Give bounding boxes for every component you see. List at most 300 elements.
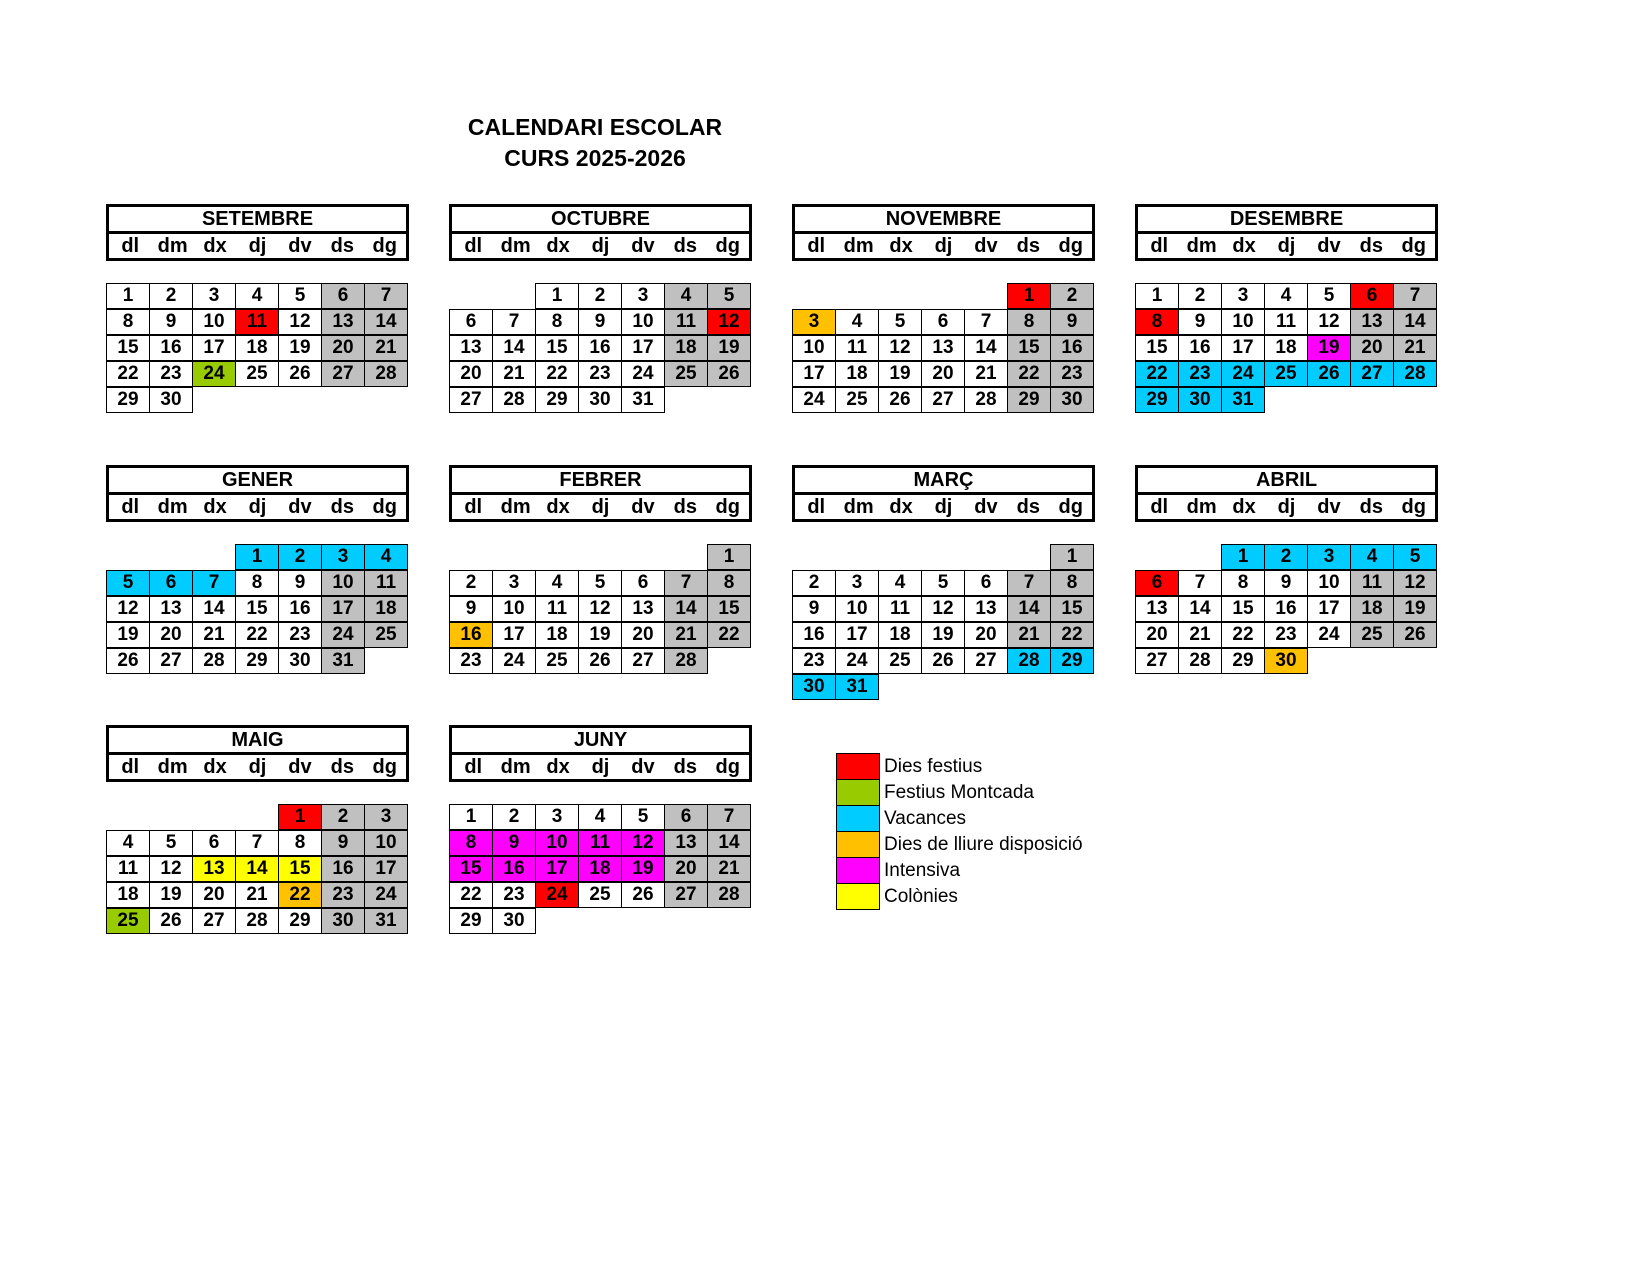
weekday-label: dm: [1186, 496, 1217, 518]
day-cell: 28: [364, 361, 408, 387]
day-cell: 14: [1393, 309, 1437, 335]
day-cell: 29: [235, 648, 279, 674]
day-cell: 6: [192, 830, 236, 856]
day-cell: 2: [1264, 544, 1308, 570]
weekday-label: dm: [500, 235, 531, 257]
day-cell: 25: [878, 648, 922, 674]
day-cell: 1: [278, 804, 322, 830]
day-cell: 15: [1007, 335, 1051, 361]
day-cell: 29: [449, 908, 493, 934]
month-febrer: [449, 465, 752, 674]
empty-cell: [921, 544, 964, 570]
day-cell: 2: [449, 570, 493, 596]
day-cell: 27: [1350, 361, 1394, 387]
day-cell: 2: [278, 544, 322, 570]
weekday-label: dg: [715, 496, 740, 518]
month-name: JUNY: [452, 728, 749, 755]
day-cell: 13: [449, 335, 493, 361]
day-cell: 11: [106, 856, 150, 882]
weekday-label: dg: [1401, 235, 1426, 257]
day-cell: 1: [449, 804, 493, 830]
day-cell: 14: [1178, 596, 1222, 622]
day-cell: 19: [149, 882, 193, 908]
day-cell: 8: [1050, 570, 1094, 596]
empty-cell: [664, 544, 707, 570]
weekday-header: [452, 495, 749, 519]
month-desembre: [1135, 204, 1438, 413]
day-cell: 8: [278, 830, 322, 856]
day-cell: 22: [278, 882, 322, 908]
day-cell: 21: [364, 335, 408, 361]
day-cell: 1: [1007, 283, 1051, 309]
weekday-label: dg: [372, 496, 397, 518]
day-cell: 6: [449, 309, 493, 335]
weekday-label: dx: [203, 496, 227, 518]
day-cell: 30: [321, 908, 365, 934]
day-cell: 28: [1178, 648, 1222, 674]
month-octubre: [449, 204, 752, 413]
day-cell: 4: [364, 544, 408, 570]
day-cell: 5: [621, 804, 665, 830]
weekday-label: dm: [157, 756, 188, 778]
day-cell: 26: [278, 361, 322, 387]
day-cell: 27: [964, 648, 1008, 674]
day-cell: 13: [1350, 309, 1394, 335]
day-cell: 17: [321, 596, 365, 622]
day-cell: 6: [1350, 283, 1394, 309]
weekday-label: ds: [673, 756, 698, 778]
day-cell: 22: [235, 622, 279, 648]
day-cell: 14: [1007, 596, 1051, 622]
empty-cell: [835, 283, 878, 309]
day-cell: 25: [835, 387, 879, 413]
weekday-label: dg: [1058, 235, 1083, 257]
weekday-label: ds: [330, 235, 355, 257]
weekday-header: [109, 495, 406, 519]
day-cell: 22: [106, 361, 150, 387]
day-cell: 28: [192, 648, 236, 674]
month-juny: [449, 725, 752, 934]
legend-item: [836, 754, 1083, 780]
day-cell: 9: [792, 596, 836, 622]
day-cell: 28: [1007, 648, 1051, 674]
day-cell: 11: [1350, 570, 1394, 596]
day-cell: 11: [1264, 309, 1308, 335]
day-cell: 19: [578, 622, 622, 648]
day-cell: 1: [535, 283, 579, 309]
day-cell: 17: [492, 622, 536, 648]
day-cell: 4: [1264, 283, 1308, 309]
day-cell: 23: [1264, 622, 1308, 648]
day-cell: 29: [1050, 648, 1094, 674]
day-cell: 12: [1393, 570, 1437, 596]
legend-swatch: [836, 805, 880, 832]
empty-cell: [1007, 544, 1050, 570]
day-cell: 24: [192, 361, 236, 387]
day-cell: 26: [621, 882, 665, 908]
day-cell: 20: [321, 335, 365, 361]
day-cell: 11: [235, 309, 279, 335]
day-cell: 22: [535, 361, 579, 387]
day-cell: 15: [1050, 596, 1094, 622]
day-cell: 7: [664, 570, 708, 596]
day-cell: 31: [364, 908, 408, 934]
day-cell: 3: [535, 804, 579, 830]
day-cell: 2: [578, 283, 622, 309]
legend-label: Dies festius: [884, 756, 983, 777]
day-cell: 12: [578, 596, 622, 622]
day-cell: 12: [878, 335, 922, 361]
day-cell: 18: [578, 856, 622, 882]
weekday-label: dj: [591, 496, 610, 518]
weekday-label: dv: [288, 756, 312, 778]
day-cell: 16: [578, 335, 622, 361]
day-cell: 4: [835, 309, 879, 335]
day-cell: 13: [964, 596, 1008, 622]
day-cell: 24: [792, 387, 836, 413]
day-cell: 3: [792, 309, 836, 335]
legend-swatch: [836, 779, 880, 806]
weekday-label: dj: [248, 235, 267, 257]
day-cell: 4: [664, 283, 708, 309]
legend-label: Dies de lliure disposició: [884, 834, 1083, 855]
day-cell: 7: [964, 309, 1008, 335]
day-cell: 23: [1178, 361, 1222, 387]
legend-swatch: [836, 753, 880, 780]
day-cell: 26: [1307, 361, 1351, 387]
day-cell: 25: [535, 648, 579, 674]
day-cell: 30: [1050, 387, 1094, 413]
empty-cell: [449, 544, 492, 570]
weekday-label: dx: [546, 756, 570, 778]
weekday-label: dj: [934, 496, 953, 518]
day-cell: 15: [235, 596, 279, 622]
day-cell: 5: [878, 309, 922, 335]
weekday-header: [795, 234, 1092, 258]
day-cell: 19: [621, 856, 665, 882]
day-cell: 18: [1264, 335, 1308, 361]
day-cell: 16: [1264, 596, 1308, 622]
empty-cell: [149, 804, 192, 830]
day-cell: 2: [1178, 283, 1222, 309]
day-cell: 4: [106, 830, 150, 856]
day-cell: 26: [149, 908, 193, 934]
weekday-label: dv: [974, 235, 998, 257]
empty-cell: [235, 804, 278, 830]
day-grid: [1135, 283, 1438, 413]
day-cell: 2: [149, 283, 193, 309]
day-cell: 12: [921, 596, 965, 622]
day-cell: 27: [149, 648, 193, 674]
day-grid: [449, 804, 752, 934]
day-cell: 16: [1178, 335, 1222, 361]
day-cell: 16: [149, 335, 193, 361]
day-cell: 11: [364, 570, 408, 596]
day-cell: 20: [1350, 335, 1394, 361]
day-cell: 2: [1050, 283, 1094, 309]
weekday-label: dl: [121, 235, 140, 257]
day-cell: 15: [707, 596, 751, 622]
day-cell: 14: [664, 596, 708, 622]
day-cell: 14: [364, 309, 408, 335]
day-grid: [106, 544, 409, 674]
day-cell: 29: [1221, 648, 1265, 674]
empty-cell: [792, 283, 835, 309]
month-header: [106, 204, 409, 261]
weekday-label: dl: [121, 496, 140, 518]
day-grid: [792, 544, 1095, 700]
weekday-label: ds: [1359, 235, 1384, 257]
day-cell: 11: [535, 596, 579, 622]
day-grid: [106, 804, 409, 934]
weekday-header: [1138, 495, 1435, 519]
weekday-label: dj: [934, 235, 953, 257]
day-cell: 7: [192, 570, 236, 596]
month-header: [449, 725, 752, 782]
weekday-header: [452, 755, 749, 779]
weekday-label: dl: [807, 496, 826, 518]
day-cell: 22: [707, 622, 751, 648]
weekday-label: dj: [248, 756, 267, 778]
legend-label: Festius Montcada: [884, 782, 1034, 803]
day-cell: 17: [1221, 335, 1265, 361]
day-cell: 9: [492, 830, 536, 856]
day-cell: 21: [492, 361, 536, 387]
day-cell: 31: [835, 674, 879, 700]
day-cell: 23: [149, 361, 193, 387]
day-cell: 30: [578, 387, 622, 413]
month-novembre: [792, 204, 1095, 413]
day-cell: 28: [707, 882, 751, 908]
day-cell: 5: [578, 570, 622, 596]
day-cell: 11: [835, 335, 879, 361]
day-cell: 24: [492, 648, 536, 674]
day-cell: 20: [449, 361, 493, 387]
day-cell: 7: [492, 309, 536, 335]
day-cell: 25: [106, 908, 150, 934]
day-cell: 19: [1393, 596, 1437, 622]
day-cell: 28: [492, 387, 536, 413]
day-cell: 21: [235, 882, 279, 908]
weekday-label: ds: [1016, 496, 1041, 518]
day-cell: 22: [1007, 361, 1051, 387]
empty-cell: [492, 544, 535, 570]
day-cell: 22: [1135, 361, 1179, 387]
day-grid: [449, 544, 752, 674]
empty-cell: [792, 544, 835, 570]
day-cell: 3: [835, 570, 879, 596]
day-cell: 15: [278, 856, 322, 882]
month-header: [106, 465, 409, 522]
day-cell: 3: [1221, 283, 1265, 309]
day-cell: 27: [621, 648, 665, 674]
day-cell: 20: [964, 622, 1008, 648]
weekday-label: dg: [1401, 496, 1426, 518]
day-cell: 3: [1307, 544, 1351, 570]
weekday-header: [452, 234, 749, 258]
month-name: FEBRER: [452, 468, 749, 495]
title-line-1: CALENDARI ESCOLAR: [467, 114, 723, 140]
empty-cell: [878, 544, 921, 570]
day-cell: 3: [192, 283, 236, 309]
month-name: GENER: [109, 468, 406, 495]
empty-cell: [492, 283, 535, 309]
day-cell: 17: [535, 856, 579, 882]
day-cell: 25: [235, 361, 279, 387]
day-cell: 8: [449, 830, 493, 856]
legend-label: Intensiva: [884, 860, 961, 881]
weekday-label: ds: [673, 235, 698, 257]
day-cell: 17: [621, 335, 665, 361]
day-cell: 2: [321, 804, 365, 830]
calendar-title: [455, 112, 735, 174]
day-cell: 15: [106, 335, 150, 361]
empty-cell: [106, 544, 149, 570]
day-cell: 17: [835, 622, 879, 648]
title-line-2: CURS 2025-2026: [504, 145, 686, 171]
day-cell: 30: [149, 387, 193, 413]
legend-label: Colònies: [884, 886, 958, 907]
weekday-label: dg: [715, 756, 740, 778]
legend-item: [836, 780, 1083, 806]
day-cell: 12: [278, 309, 322, 335]
day-cell: 11: [664, 309, 708, 335]
day-cell: 24: [535, 882, 579, 908]
day-cell: 24: [1307, 622, 1351, 648]
weekday-label: dj: [248, 496, 267, 518]
day-cell: 10: [321, 570, 365, 596]
day-grid: [449, 283, 752, 413]
day-cell: 24: [364, 882, 408, 908]
day-cell: 10: [364, 830, 408, 856]
weekday-label: dg: [372, 235, 397, 257]
month-maig: [106, 725, 409, 934]
day-cell: 10: [1221, 309, 1265, 335]
weekday-label: dm: [157, 496, 188, 518]
day-cell: 20: [664, 856, 708, 882]
empty-cell: [449, 283, 492, 309]
weekday-label: dm: [500, 756, 531, 778]
weekday-header: [1138, 234, 1435, 258]
day-cell: 5: [1393, 544, 1437, 570]
weekday-label: dl: [464, 235, 483, 257]
day-cell: 6: [149, 570, 193, 596]
weekday-header: [109, 234, 406, 258]
weekday-label: dm: [500, 496, 531, 518]
empty-cell: [1135, 544, 1178, 570]
day-cell: 4: [878, 570, 922, 596]
month-header: [792, 465, 1095, 522]
day-cell: 28: [235, 908, 279, 934]
day-cell: 18: [535, 622, 579, 648]
weekday-label: dl: [1150, 496, 1169, 518]
day-cell: 1: [106, 283, 150, 309]
day-grid: [1135, 544, 1438, 674]
day-cell: 8: [535, 309, 579, 335]
weekday-label: dx: [546, 496, 570, 518]
day-cell: 30: [1264, 648, 1308, 674]
day-cell: 23: [321, 882, 365, 908]
day-cell: 27: [664, 882, 708, 908]
weekday-label: dx: [203, 756, 227, 778]
empty-cell: [621, 544, 664, 570]
weekday-label: dm: [843, 235, 874, 257]
day-cell: 26: [707, 361, 751, 387]
day-cell: 7: [235, 830, 279, 856]
day-cell: 9: [578, 309, 622, 335]
day-cell: 23: [278, 622, 322, 648]
day-cell: 23: [492, 882, 536, 908]
day-cell: 17: [1307, 596, 1351, 622]
day-cell: 5: [921, 570, 965, 596]
day-cell: 20: [1135, 622, 1179, 648]
weekday-label: ds: [673, 496, 698, 518]
weekday-label: dl: [121, 756, 140, 778]
weekday-label: dl: [464, 756, 483, 778]
day-cell: 21: [707, 856, 751, 882]
day-cell: 29: [106, 387, 150, 413]
month-header: [106, 725, 409, 782]
day-cell: 20: [621, 622, 665, 648]
day-cell: 15: [449, 856, 493, 882]
weekday-label: dl: [464, 496, 483, 518]
day-cell: 18: [835, 361, 879, 387]
day-cell: 4: [1350, 544, 1394, 570]
day-cell: 27: [921, 387, 965, 413]
day-cell: 4: [578, 804, 622, 830]
day-cell: 28: [1393, 361, 1437, 387]
month-name: MAIG: [109, 728, 406, 755]
day-cell: 25: [664, 361, 708, 387]
day-cell: 21: [1178, 622, 1222, 648]
weekday-header: [795, 495, 1092, 519]
day-cell: 3: [364, 804, 408, 830]
weekday-label: dv: [974, 496, 998, 518]
day-cell: 15: [1135, 335, 1179, 361]
day-cell: 9: [1050, 309, 1094, 335]
day-cell: 19: [878, 361, 922, 387]
day-cell: 10: [792, 335, 836, 361]
day-cell: 10: [535, 830, 579, 856]
day-cell: 3: [621, 283, 665, 309]
day-cell: 2: [792, 570, 836, 596]
weekday-label: dx: [1232, 496, 1256, 518]
day-cell: 5: [1307, 283, 1351, 309]
legend-swatch: [836, 883, 880, 910]
day-cell: 10: [621, 309, 665, 335]
day-cell: 30: [792, 674, 836, 700]
day-cell: 16: [321, 856, 365, 882]
day-cell: 15: [1221, 596, 1265, 622]
day-cell: 25: [1350, 622, 1394, 648]
weekday-label: dx: [546, 235, 570, 257]
day-cell: 18: [1350, 596, 1394, 622]
day-cell: 1: [235, 544, 279, 570]
legend-label: Vacances: [884, 808, 967, 829]
day-cell: 29: [535, 387, 579, 413]
day-cell: 23: [578, 361, 622, 387]
month-header: [1135, 204, 1438, 261]
weekday-label: dv: [1317, 235, 1341, 257]
day-cell: 19: [106, 622, 150, 648]
day-cell: 8: [1007, 309, 1051, 335]
day-cell: 19: [707, 335, 751, 361]
weekday-label: dl: [807, 235, 826, 257]
month-header: [449, 204, 752, 261]
day-cell: 1: [1050, 544, 1094, 570]
month-header: [1135, 465, 1438, 522]
day-cell: 13: [921, 335, 965, 361]
